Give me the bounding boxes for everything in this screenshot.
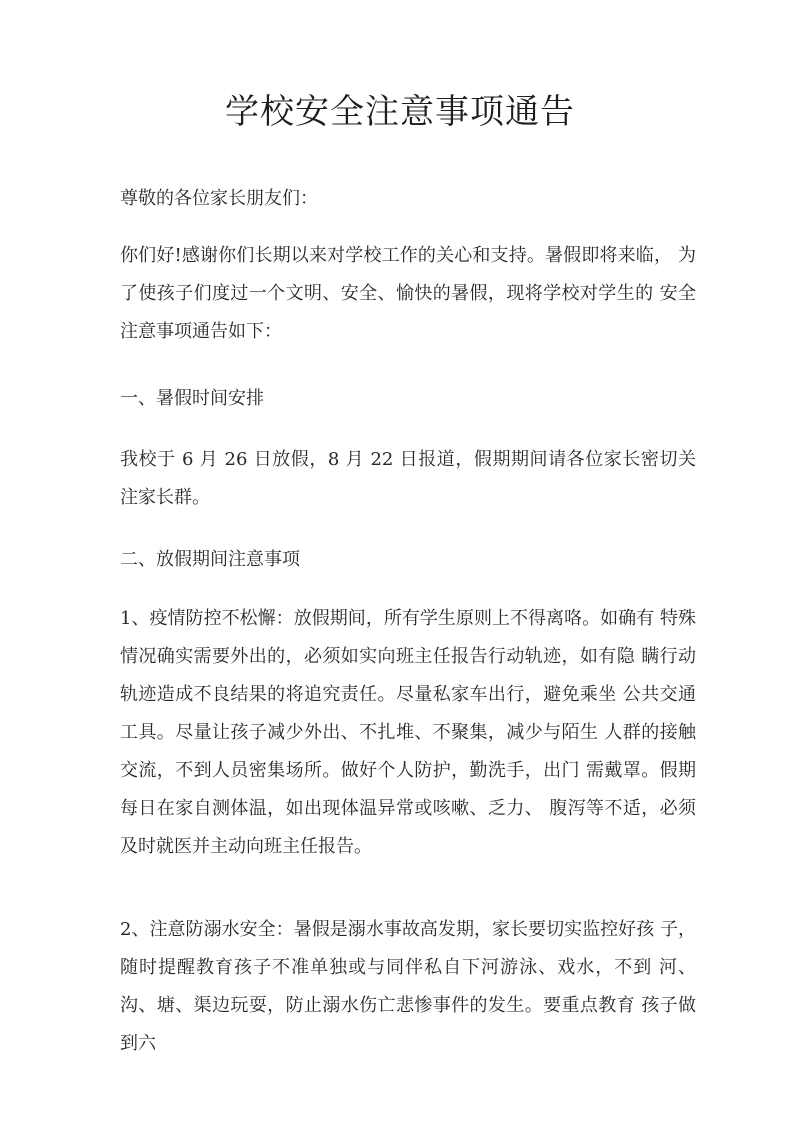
note-item-drowning-safety: 2、注意防溺水安全：暑假是溺水事故高发期，家长要切实监控好孩 子，随时提醒教育孩子不准单独或与同伴私自下河游泳、戏水，不到 河、沟、塘、渠边玩耍，防止溺水伤亡悲惨事件的发生。要重点教育 孩子做到六 [120,919,696,1054]
intro-paragraph: 你们好!感谢你们长期以来对学校工作的关心和支持。暑假即将来临， 为了使孩子们度过一个文明、安全、愉快的暑假，现将学校对学生的 安全注意事项通告如下： [120,245,696,342]
section-heading-vacation-notes: 二、放假期间注意事项 [120,549,300,570]
greeting-paragraph: 尊敬的各位家长朋友们： [120,188,318,209]
section-heading-vacation-schedule: 一、暑假时间安排 [120,388,264,409]
vacation-schedule-paragraph: 我校于 6 月 26 日放假，8 月 22 日报道，假期期间请各位家长密切关 注家长群。 [120,449,696,508]
document-title: 学校安全注意事项通告 [225,92,575,132]
note-item-epidemic-prevention: 1、疫情防控不松懈：放假期间，所有学生原则上不得离咯。如确有 特殊情况确实需要外出的，必须如实向班主任报告行动轨迹，如有隐 瞒行动轨迹造成不良结果的将追究责任。尽量私家车出行，避免乘坐 公共交通工具。尽量让孩子减少外出、不扎堆、不聚集，减少与陌生 人群的接触交流，不到人员密集场所。做好个人防护，勤洗手，出门 需戴罩。假期每日在家自测体温，如出现体温异常或咳嗽、乏力、 腹泻等不适，必须及时就医并主动向班主任报告。 [120,608,696,857]
